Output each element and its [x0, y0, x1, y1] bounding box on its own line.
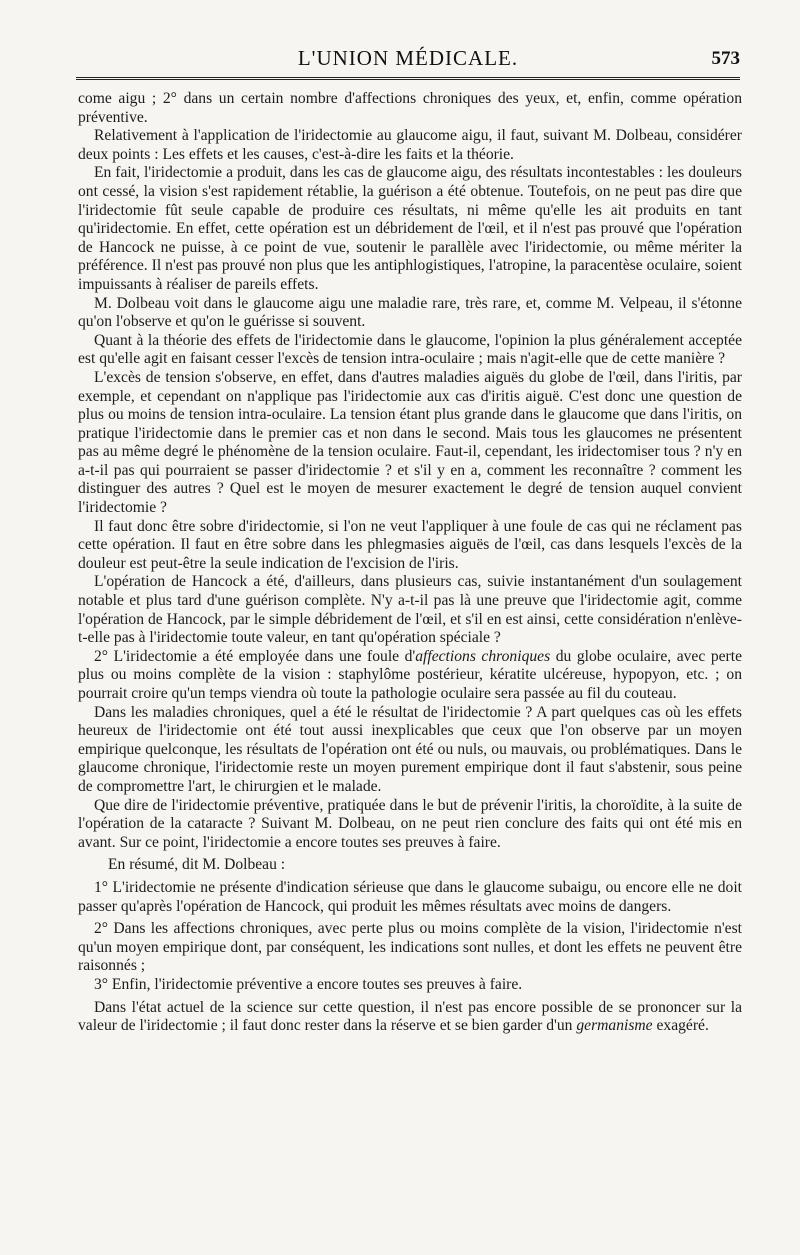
text-run: Dans l'état actuel de la science sur cette question, il n'est pas encore possible de se prononcer sur la valeur de l'iridectomie ; il faut donc rester dans la réserve et se bien garder d'un: [78, 998, 742, 1035]
paragraph: Relativement à l'application de l'iridectomie au glaucome aigu, il faut, suivant M. Dolbeau, considérer deux points : Les effets et les causes, c'est-à-dire les faits et la théorie.: [78, 127, 742, 163]
paragraph: Dans les maladies chroniques, quel a été le résultat de l'iridectomie ? A part quelques cas où les effets heureux de l'iridectomie ont été tout aussi inexplicables que ceux que l'on observe par un moyen empirique quelconque, les résultats de l'opération ont été ou nuls, ou mauvais, ou problématiques. Dans le glaucome chronique, l'iridectomie reste un moyen purement empirique dont il faut s'abstenir, sous peine de compromettre l'art, le chirurgien et le malade.: [78, 703, 742, 795]
paragraph: Il faut donc être sobre d'iridectomie, si l'on ne veut l'appliquer à une foule de cas qui ne réclament pas cette opération. Il faut en être sobre dans les phlegmasies aiguës de l'œil, cas dans lesquels l'excès de la douleur est peut-être la seule indication de l'excision de l'iris.: [78, 517, 742, 572]
text-run: du globe oculaire, avec perte plus ou moins complète de la vision : staphylôme postérieur, kératite ulcéreuse, hypopyon, etc. ; on pourrait croire qu'un temps viendra où toute la pathologie oculaire sera passée au fil du couteau.: [78, 647, 742, 702]
paragraph: Quant à la théorie des effets de l'iridectomie dans le glaucome, l'opinion la plus généralement acceptée est qu'elle agit en faisant cesser l'excès de tension intra-oculaire ; mais n'agit-elle que de cette manière ?: [78, 331, 742, 368]
paragraph: L'opération de Hancock a été, d'ailleurs, dans plusieurs cas, suivie instantanément d'un soulagement notable et plus tard d'une guérison complète. N'y a-t-il pas là une preuve que l'iridectomie agit, comme l'opération de Hancock, par le simple débridement de l'œil, et s'il en est ainsi, cette considération n'enlève-t-elle pas à l'iridectomie toute valeur, en tant qu'opération spéciale ?: [78, 573, 742, 647]
summary-point: 3° Enfin, l'iridectomie préventive a encore toutes ses preuves à faire.: [94, 975, 523, 993]
text-run: 2° L'iridectomie a été employée dans une foule d': [94, 647, 416, 665]
paragraph: [78, 999, 742, 1036]
page-header: [76, 44, 740, 74]
page-number: 573: [711, 48, 740, 69]
running-title: L'UNION MÉDICALE.: [297, 46, 519, 70]
italic-phrase: affections chroniques: [415, 647, 551, 665]
text-run: exagéré.: [652, 1017, 709, 1035]
paragraph: L'excès de tension s'observe, en effet, dans d'autres maladies aiguës du globe de l'œil, dans l'iritis, par exemple, et cependant on n'applique pas l'iridectomie aux cas d'iritis aiguë. C'est donc une question de plus ou moins de tension intra-oculaire. La tension étant plus grande dans le glaucome que dans l'iritis, on pratique l'iridectomie dans le premier cas et non dans le second. Mais tous les glaucomes ne présentent pas au même degré le phénomène de la tension oculaire. Faut-il, cependant, les iridectomiser tous ? n'y en a-t-il pas qui pourraient se passer d'iridectomie ? et s'il y en a, comment les reconnaître ? comment les distinguer des autres ? Quel est le moyen de mesurer exactement le degré de tension auquel convient l'iridectomie ?: [78, 368, 742, 517]
italic-phrase: germanisme: [576, 1017, 653, 1035]
paragraph: M. Dolbeau voit dans le glaucome aigu une maladie rare, très rare, et, comme M. Velpeau, il s'étonne qu'on l'observe et qu'on le guérisse si souvent.: [78, 294, 742, 331]
paragraph: [78, 648, 742, 704]
paragraph: come aigu ; 2° dans un certain nombre d'affections chroniques des yeux, et, enfin, comme opération préventive.: [78, 90, 742, 126]
article-body: [78, 90, 742, 1036]
paragraph: En fait, l'iridectomie a produit, dans les cas de glaucome aigu, des résultats incontestables : les douleurs ont cessé, la vision s'est rapidement rétablie, la guérison a été obtenue. Toutefois, on ne peut pas dire que l'iridectomie fût seule capable de produire ces résultats, ni même qu'elle les ait produits en tant qu'iridectomie. En effet, cette opération est un débridement de l'œil, et il n'est pas prouvé que l'opération de Hancock ne puisse, à ce point de vue, soutenir le parallèle avec l'iridectomie, ou même mériter la préférence. Il n'est pas prouvé non plus que les antiphlogistiques, l'atropine, la paracentèse oculaire, soient impuissants à réaliser de pareils effets.: [78, 164, 742, 293]
summary-heading: En résumé, dit M. Dolbeau :: [108, 856, 286, 874]
paragraph: Que dire de l'iridectomie préventive, pratiquée dans le but de prévenir l'iritis, la choroïdite, à la suite de l'opération de la cataracte ? Suivant M. Dolbeau, on ne peut rien conclure des faits qui ont été mis en avant. Sur ce point, l'iridectomie a encore toutes ses preuves à faire.: [78, 796, 742, 851]
summary-point: 1° L'iridectomie ne présente d'indication sérieuse que dans le glaucome subaigu, ou encore elle ne doit passer qu'après l'opération de Hancock, qui produit les mêmes résultats avec moins de dangers.: [78, 878, 742, 915]
header-rule: [76, 77, 740, 80]
summary-point: 2° Dans les affections chroniques, avec perte plus ou moins complète de la vision, l'iridectomie n'est qu'un moyen empirique dont, par conséquent, les indications sont nulles, et dont les effets ne peuvent être raisonnés ;: [78, 920, 742, 975]
